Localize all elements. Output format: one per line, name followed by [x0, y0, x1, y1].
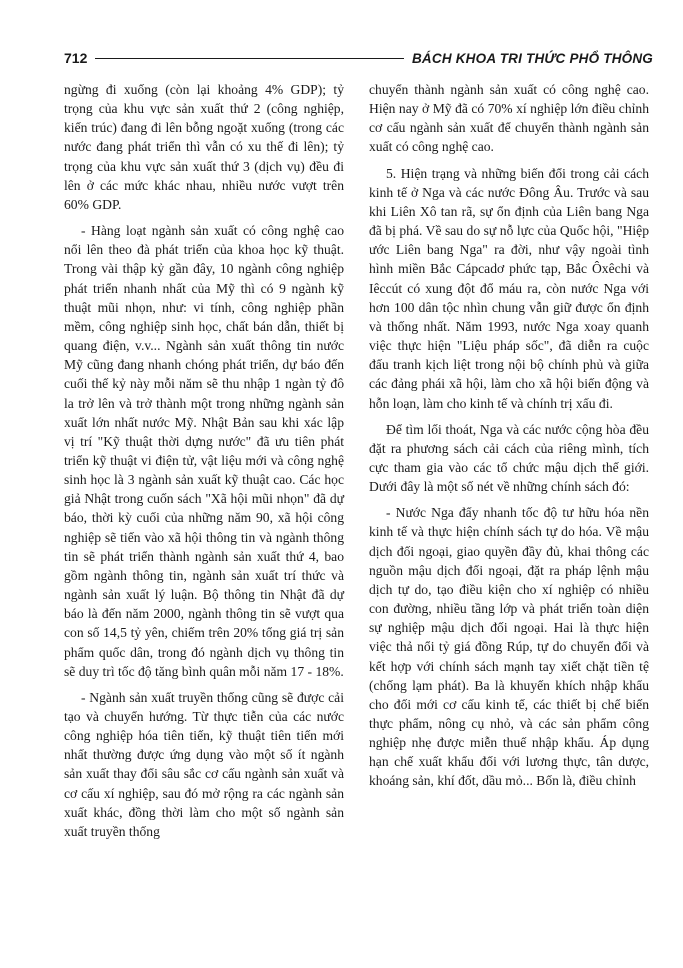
- left-column: [64, 80, 344, 848]
- paragraph: - Ngành sản xuất truyền thống cũng sẽ được cải tạo và chuyển hướng. Từ thực tiễn của các nước công nghiệp hóa tiên tiến, kỹ thuật tiên tiến mới nhất thường được ứng dụng vào một số ít ngành sản xuất thay đổi sâu sắc cơ cấu ngành sản xuất và cơ cấu xí nghiệp, sau đó mở rộng ra các ngành sản xuất khác, đồng thời làm cho một số ngành sản xuất truyền thống: [64, 689, 344, 839]
- paragraph: - Nước Nga đẩy nhanh tốc độ tư hữu hóa nền kinh tế và thực hiện chính sách tự do hóa. Về mậu dịch đối ngoại, giao quyền đầy đủ, khai thông các nguồn mậu dịch đối ngoại, đặt ra pháp lệnh mậu dịch tự do, tạo điều kiện cho xí nghiệp có nhiều con đường, nhiều tầng lớp và phát triển toàn diện sự nghiệp mậu dịch đối ngoại. Hai là thực hiện việc thả nổi tỷ giá đồng Rúp, tự do chuyển đổi và kết hợp với chính sách mạnh tay xiết chặt tiền tệ (chống lạm phát). Ba là khuyến khích nhập khẩu cho đối mới cơ cấu kinh tế, các thiết bị chế biến thực phẩm, nông cụ nhỏ, và các sản phẩm công nghiệp nhẹ được miễn thuế nhập khẩu. Áp dụng hạn chế xuất khẩu đối với lương thực, tân dược, khoáng sản, khí đốt, dầu mỏ... Bốn là, điều chỉnh: [369, 505, 649, 789]
- header-rule: [95, 58, 404, 59]
- paragraph: - Hàng loạt ngành sản xuất có công nghệ cao nổi lên theo đà phát triển của khoa học kỹ thuật. Trong vài thập kỷ gần đây, 10 ngành công nghiệp phát triển nhanh nhất của Mỹ thì có 9 ngành kỹ thuật mũi nhọn, như: vi tính, công nghiệp phần mềm, công nghiệp sinh học, chất bán dẫn, thiết bị quang điện, v.v... Ngành sản xuất thông tin nước Mỹ cũng đang nhanh chóng phát triển, dự báo đến cuối thế kỷ này mỗi năm sẽ thu nhập 1 ngàn tỷ đô la trở lên và trở thành một trong những ngành sản xuất lớn nhất nước Mỹ. Nhật Bản sau khi xác lập vị trí "Kỹ thuật thời dựng nước" đã ưu tiên phát triển kỹ thuật vi điện tử, vật liệu mới và công nghệ sinh học là 3 ngành sản xuất kỹ thuật cao. Các học giả Nhật trong cuốn sách "Xã hội mũi nhọn" đã dự báo, thời kỳ cuối của những năm 90, xã hội công nghiệp sẽ tiến vào xã hội thông tin và ngành thông tin sẽ phát triển thành ngành sản xuất thứ 4, bao gồm ngành thông tin, ngành sản xuất trí thức và ngành sản xuất lý luận. Bộ thông tin Nhật đã dự báo là đến năm 2000, ngành thông tin sẽ vượt qua con số 14,5 tỷ yên, chiếm trên 20% tổng giá trị sản phẩm quốc dân, trong đó ngành dịch vụ thông tin sẽ duy trì tốc độ tăng bình quân mỗi năm 17 - 18%.: [64, 223, 344, 679]
- running-title: BÁCH KHOA TRI THỨC PHỔ THÔNG: [411, 50, 653, 66]
- right-column: [369, 80, 649, 798]
- paragraph: Để tìm lối thoát, Nga và các nước cộng hòa đều đặt ra phương sách cải cách của riêng mình, tích cực tham gia vào các tổ chức mậu dịch thế giới. Dưới đây là một số nét về những chính sách đó:: [369, 421, 649, 495]
- page-number: 712: [64, 50, 88, 66]
- paragraph: chuyển thành ngành sản xuất có công nghệ cao. Hiện nay ở Mỹ đã có 70% xí nghiệp lớn điều chỉnh cơ cấu ngành sản xuất để chuyển thành ngành sản xuất có công nghệ cao.: [369, 82, 649, 155]
- paragraph: ngừng đi xuống (còn lại khoảng 4% GDP); tỷ trọng của khu vực sản xuất thứ 2 (công nghiệp, kiến trúc) đang đi lên bỗng ngoặt xuống (trong các nước đang phát triển thì vẫn có xu thế đi lên); tỷ trọng của khu vực sản xuất thứ 3 (dịch vụ) đều đi lên ở các mức khác nhau, nhiều nước vượt trên 60% GDP.: [64, 82, 344, 212]
- page-header: [64, 50, 653, 66]
- paragraph: 5. Hiện trạng và những biến đổi trong cải cách kinh tế ở Nga và các nước Đông Âu. Trước và sau khi Liên Xô tan rã, sự ổn định của Liên bang Nga đã bị phá. Về sau do sự nỗ lực của Quốc hội, "Hiệp ước Liên bang Nga" ra đời, như vậy ngoài tình hình miền Bắc Cápcadơ phức tạp, Bắc Ôxêchi và Iêccút có xung đột đổ máu ra, còn nước Nga với hơn 100 dân tộc nhìn chung vẫn giữ được ổn định và thống nhất. Năm 1993, nước Nga xoay quanh việc thực hiện "Liệu pháp sốc", đã diễn ra cuộc đấu tranh kịch liệt trong nội bộ chính phủ và giữa các đảng phái xã hội, làm cho xã hội biến động và hỗn loạn, làm cho kinh tế và chính trị xấu đi.: [369, 165, 649, 411]
